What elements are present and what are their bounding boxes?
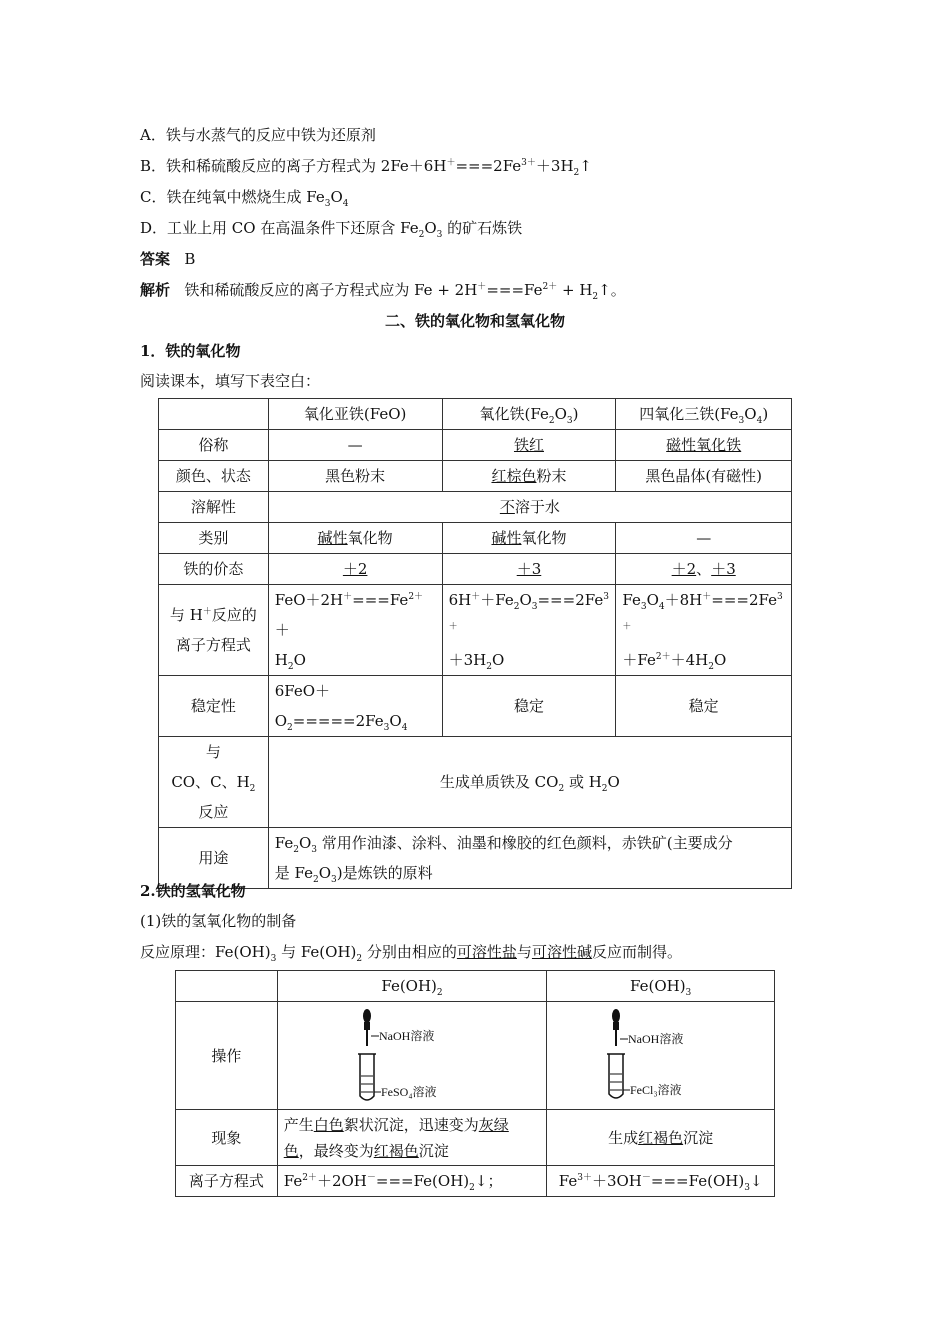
header-feo: 氧化亚铁(FeO) xyxy=(268,399,442,430)
sub2-subtitle: (1)铁的氢氧化物的制备 xyxy=(140,912,297,930)
figure-feoh2 xyxy=(277,1002,547,1110)
table-row xyxy=(159,585,792,676)
fig-bottom-label: FeSO₄溶液 xyxy=(381,1084,437,1099)
dropper-bulb-icon xyxy=(612,1009,620,1023)
dropper-bulb-icon xyxy=(363,1009,371,1023)
table-row xyxy=(159,737,792,828)
table-cell: 碱性氧化物 xyxy=(442,523,616,554)
table-cell: $Fe^{2+}+2OH^-===Fe(OH)_2↓$； xyxy=(277,1166,547,1197)
row-label: 现象 xyxy=(176,1110,278,1166)
table-cell: $Fe_2O_3$ 常用作油漆、涂料、油墨和橡胶的红色颜料，赤铁矿(主要成分 是 $Fe_2O_3$)是炼铁的原料 xyxy=(268,828,791,889)
row-label: 稳定性 xyxy=(159,676,269,737)
row-label: 类别 xyxy=(159,523,269,554)
table-cell: 不溶于水 xyxy=(268,492,791,523)
table-cell: 黑色粉末 xyxy=(268,461,442,492)
table-row xyxy=(159,554,792,585)
row-label: 俗称 xyxy=(159,430,269,461)
option-c: C．铁在纯氧中燃烧生成 $Fe_3O_4$ xyxy=(140,188,349,209)
table-cell: $FeO+2H^+===Fe^{2+}+$ $H_2O$ xyxy=(268,585,442,676)
row-label: 用途 xyxy=(159,828,269,889)
row-label: 铁的价态 xyxy=(159,554,269,585)
test-tube-icon xyxy=(360,1054,374,1100)
header-fe2o3: 氧化铁$(Fe_2O_3)$ xyxy=(442,399,616,430)
hydroxides-table xyxy=(175,970,775,1197)
table-cell: ＋3 xyxy=(442,554,616,585)
row-label: 离子方程式 xyxy=(176,1166,278,1197)
table-cell: $Fe^{3+}+3OH^-===Fe(OH)_3↓$ xyxy=(547,1166,775,1197)
row-label: 溶解性 xyxy=(159,492,269,523)
table-cell: — xyxy=(268,430,442,461)
answer-line xyxy=(140,248,195,270)
dropper-tube-figure xyxy=(596,1006,726,1106)
table-row xyxy=(176,1166,775,1197)
table-row xyxy=(159,676,792,737)
sub1-title: 1．铁的氧化物 xyxy=(140,342,241,360)
table-row xyxy=(176,971,775,1002)
option-d: D．工业上用 CO 在高温条件下还原含 $Fe_2O_3$ 的矿石炼铁 xyxy=(140,219,523,240)
section-title: 二、铁的氧化物和氢氧化物 xyxy=(384,312,565,330)
table-cell: ＋2 xyxy=(268,554,442,585)
table-cell: $Fe_3O_4+8H^+===2Fe^{3+}$ $+Fe^{2+}+4H_2O$ xyxy=(616,585,792,676)
table-cell: — xyxy=(616,523,792,554)
table-cell: 产生白色絮状沉淀，迅速变为灰绿 色，最终变为红褐色沉淀 xyxy=(277,1110,547,1166)
fig-bottom-label: FeCl₃溶液 xyxy=(629,1082,682,1097)
option-a: A．铁与水蒸气的反应中铁为还原剂 xyxy=(140,126,376,144)
table-row xyxy=(159,828,792,889)
row-label: 与 CO、C、$H_2$ 反应 xyxy=(159,737,269,828)
row-label: 与 H＋反应的 离子方程式 xyxy=(159,585,269,676)
dropper-tube-figure xyxy=(347,1006,477,1106)
table-row xyxy=(159,399,792,430)
table-cell: 生成单质铁及 $CO_2$ 或 $H_2O$ xyxy=(268,737,791,828)
table-cell: 碱性氧化物 xyxy=(268,523,442,554)
answer-value: B xyxy=(184,250,196,268)
figure-feoh3 xyxy=(547,1002,775,1110)
table-row xyxy=(176,1002,775,1110)
table-row xyxy=(159,523,792,554)
analysis-label: 解析 xyxy=(140,281,171,299)
table-row xyxy=(159,461,792,492)
table-row xyxy=(176,1110,775,1166)
table-row xyxy=(159,492,792,523)
row-label: 颜色、状态 xyxy=(159,461,269,492)
table-cell: 6FeO＋ $O_2=====2Fe_3O_4$ xyxy=(268,676,442,737)
table-cell: 黑色晶体(有磁性) xyxy=(616,461,792,492)
table-cell: 稳定 xyxy=(616,676,792,737)
answer-label: 答案 xyxy=(140,250,171,268)
row-label: 操作 xyxy=(176,1002,278,1110)
option-b: B．铁和稀硫酸反应的离子方程式为 $2Fe+6H^+===2Fe^{3+}+3H_2↑$ xyxy=(140,157,592,178)
sub2-principle: 反应原理：$Fe(OH)_3$ 与 $Fe(OH)_2$ 分别由相应的可溶性盐与可溶性碱反应而制得。 xyxy=(140,943,682,964)
fig-top-label: NaOH溶液 xyxy=(379,1028,435,1043)
oxides-table xyxy=(158,398,792,889)
table-cell: 红棕色粉末 xyxy=(442,461,616,492)
header-feoh2: $Fe(OH)_2$ xyxy=(277,971,547,1002)
table-cell: 铁红 xyxy=(442,430,616,461)
table-cell: 磁性氧化铁 xyxy=(616,430,792,461)
table-cell: 稳定 xyxy=(442,676,616,737)
table-cell: $6H^++Fe_2O_3===2Fe^{3+}$ $+3H_2O$ xyxy=(442,585,616,676)
sub2-title: 2.铁的氢氧化物 xyxy=(140,882,246,900)
fig-top-label: NaOH溶液 xyxy=(627,1031,683,1046)
sub1-intro: 阅读课本，填写下表空白： xyxy=(140,372,321,390)
header-fe3o4: 四氧化三铁$(Fe_3O_4)$ xyxy=(616,399,792,430)
table-row xyxy=(159,430,792,461)
header-feoh3: $Fe(OH)_3$ xyxy=(547,971,775,1002)
test-tube-icon xyxy=(609,1054,623,1098)
analysis-line: 解析 铁和稀硫酸反应的离子方程式应为 $Fe + 2H^+===Fe^{2+}$ + $H_2↑$。 xyxy=(140,281,626,302)
table-cell: ＋2、＋3 xyxy=(616,554,792,585)
table-cell: 生成红褐色沉淀 xyxy=(547,1110,775,1166)
